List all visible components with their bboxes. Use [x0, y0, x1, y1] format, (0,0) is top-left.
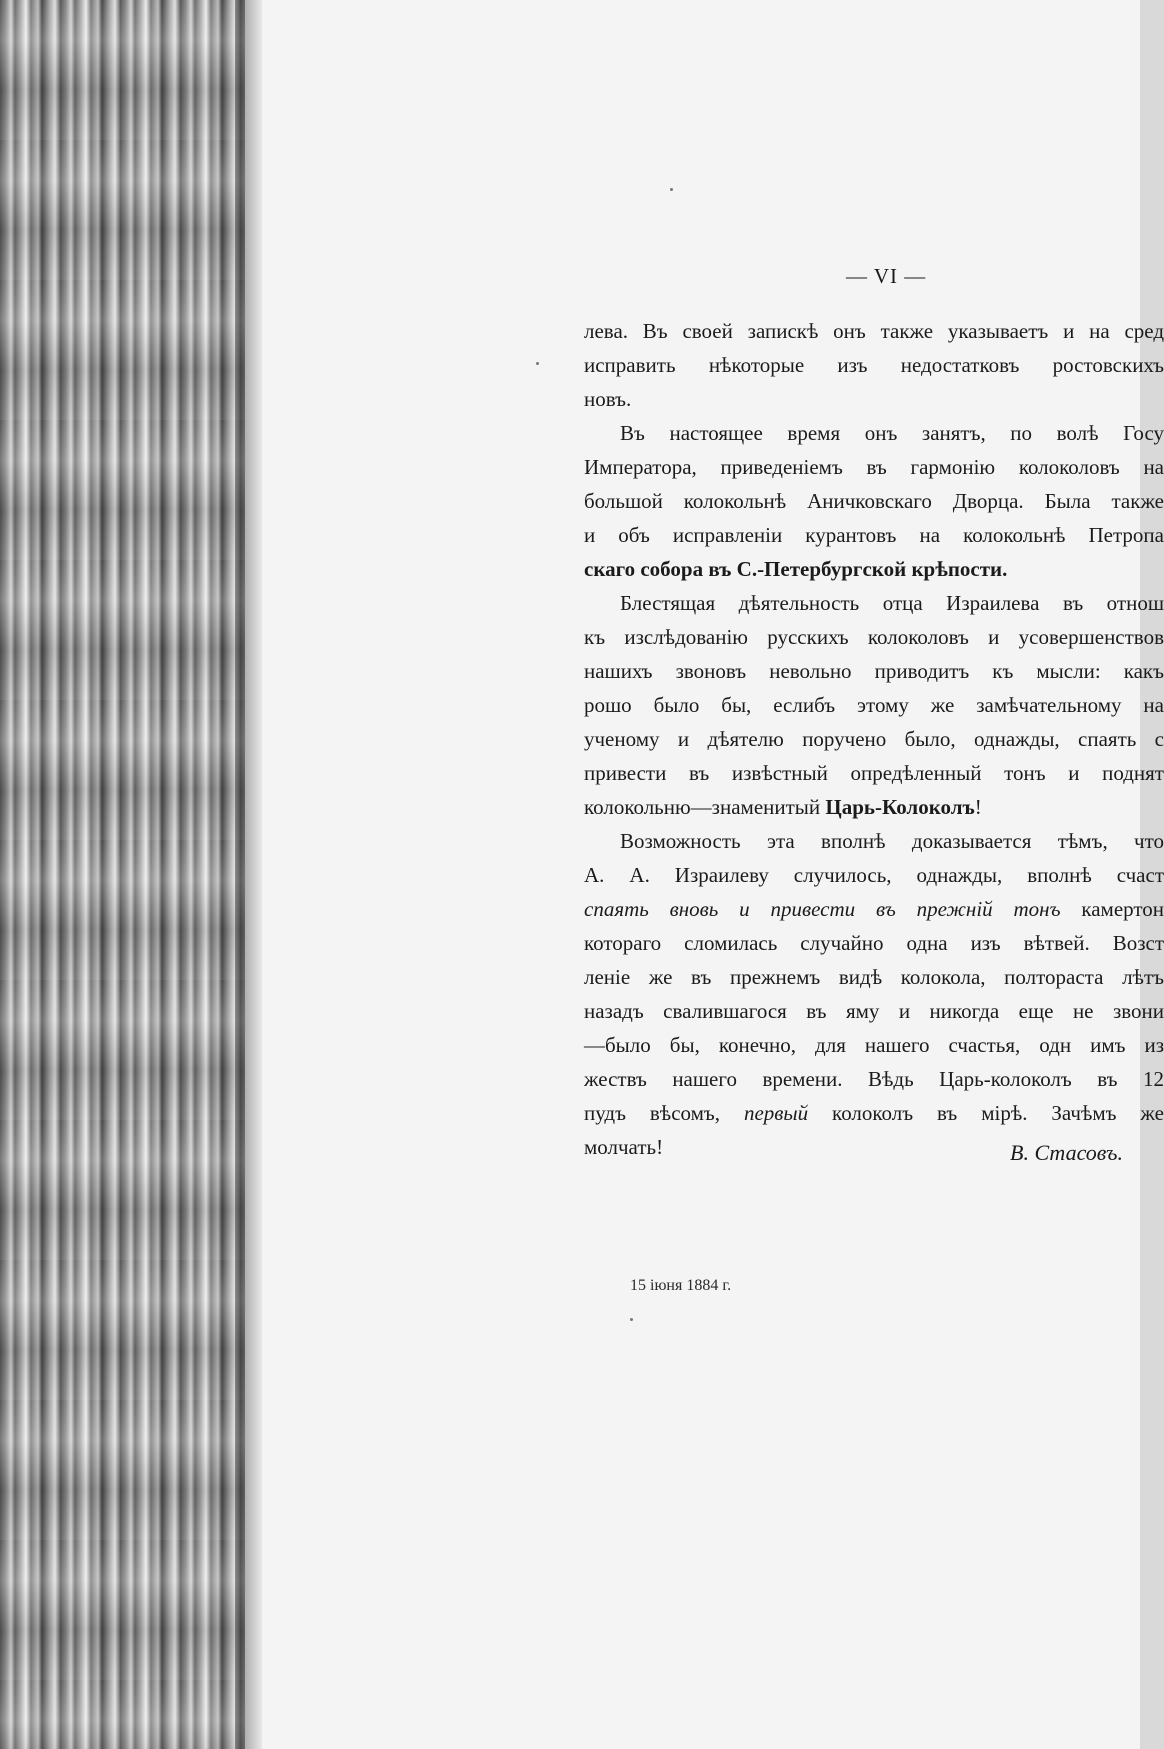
text-fragment: колокольню—знаменитый: [584, 795, 826, 819]
text-fragment: колоколъ въ мірѣ. Зачѣмъ же: [808, 1101, 1164, 1125]
gutter-shadow: [235, 0, 265, 1749]
text-line: нашихъ звоновъ невольно приводитъ къ мысли: какъ: [584, 659, 1164, 683]
text-fragment: пудъ вѣсомъ,: [584, 1101, 744, 1125]
text-line: новъ.: [584, 387, 632, 411]
italic-word: первый: [743, 1101, 809, 1125]
text-line: [584, 790, 1164, 824]
text-line: —было бы, конечно, для нашего счастья, одн имъ из: [584, 1033, 1164, 1057]
text-line: Императора, приведеніемъ въ гармонію колоколовъ на: [584, 455, 1164, 479]
paper-speck: [630, 1318, 633, 1321]
text-line: [584, 1096, 1164, 1130]
text-line: назадъ свалившагося въ яму и никогда еще не звони: [584, 999, 1164, 1023]
text-line: Возможность эта вполнѣ доказывается тѣмъ, что: [620, 829, 1164, 853]
text-line: ученому и дѣятелю поручено было, однажды, спаять с: [584, 727, 1164, 751]
text-line: [584, 892, 1164, 926]
text-line: молчать!: [584, 1135, 664, 1159]
paper-speck: [670, 188, 673, 191]
text-fragment: !: [974, 795, 982, 819]
author-signature: В. Стасовъ.: [1010, 1140, 1123, 1165]
text-line: рошо было бы, еслибъ этому же замѣчательному на: [584, 693, 1164, 717]
text-line: А. А. Израилеву случилось, однажды, вполнѣ счаст: [584, 863, 1164, 887]
body-text: [584, 314, 1164, 1164]
text-line: привести въ извѣстный опредѣленный тонъ и поднят: [584, 761, 1164, 785]
text-fragment: камертон: [1060, 897, 1164, 921]
text-line: исправить нѣкоторые изъ недостатковъ ростовскихъ: [584, 353, 1164, 377]
text-line: жествъ нашего времени. Вѣдь Царь-колоколъ въ 12: [584, 1067, 1164, 1091]
book-binding-edge: [0, 0, 245, 1749]
text-line: къ изслѣдованію русскихъ колоколовъ и усовершенствов: [584, 625, 1164, 649]
text-line: Блестящая дѣятельность отца Израилева въ отнош: [620, 591, 1164, 615]
text-line: и объ исправленіи курантовъ на колокольнѣ Петропа: [584, 523, 1164, 547]
text-line: леніе же въ прежнемъ видѣ колокола, полтораста лѣтъ: [584, 965, 1164, 989]
italic-phrase: спаять вновь и привести въ прежній тонъ: [584, 897, 1061, 921]
text-line: котораго сломилась случайно одна изъ вѣтвей. Возст: [584, 931, 1164, 955]
page-number: — VI —: [846, 264, 927, 288]
text-line: скаго собора въ С.-Петербургской крѣпости.: [584, 557, 1008, 581]
text-line: Въ настоящее время онъ занятъ, по волѣ Госу: [620, 421, 1164, 445]
text-line: большой колокольнѣ Аничковскаго Дворца. Была также: [584, 489, 1164, 513]
text-line: лева. Въ своей запискѣ онъ также указываетъ и на сред: [584, 319, 1164, 343]
paper-speck: [536, 362, 539, 365]
tsar-bell-name: Царь-Колоколъ: [825, 795, 975, 819]
date-line: 15 іюня 1884 г.: [630, 1277, 732, 1294]
